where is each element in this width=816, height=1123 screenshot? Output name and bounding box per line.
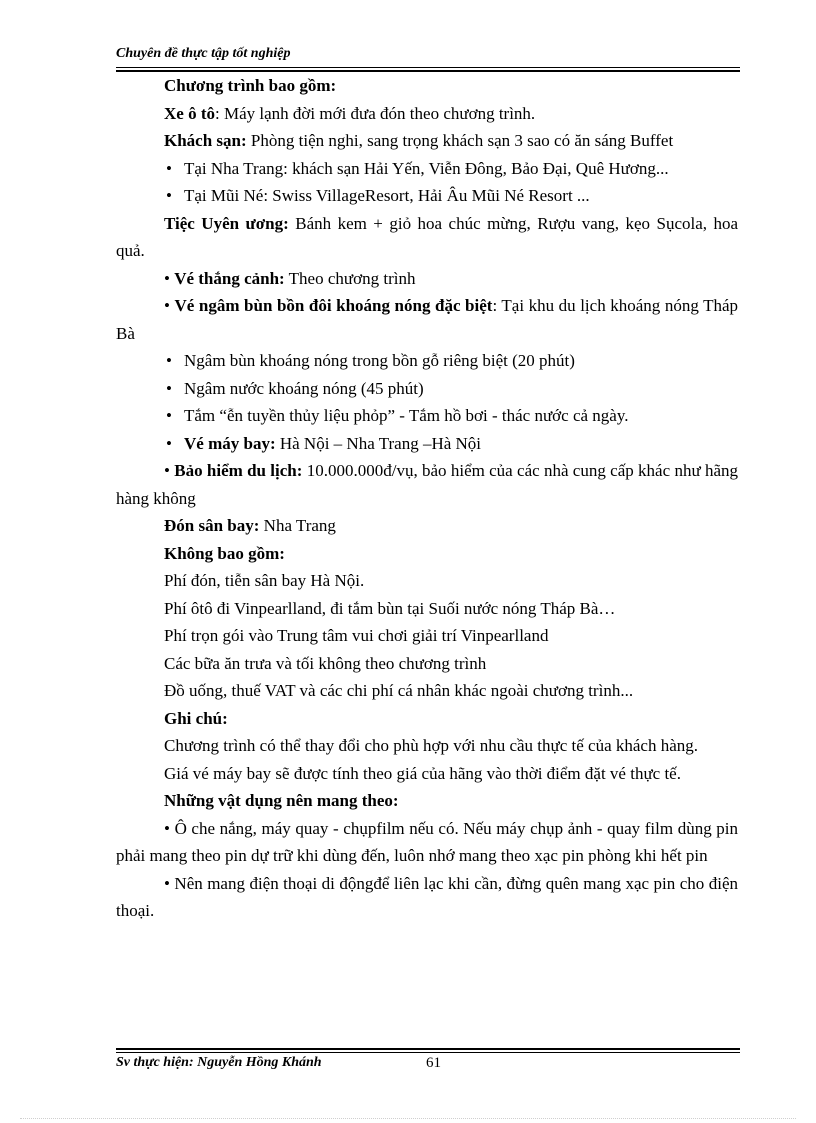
bullet-icon: • xyxy=(166,406,172,425)
note-paragraph: Chương trình có thể thay đổi cho phù hợp với nhu cầu thực tế của khách hàng. xyxy=(164,736,699,755)
ticket-paragraph xyxy=(116,265,738,293)
mud-label: Vé ngâm bùn bồn đôi khoáng nóng đặc biệt xyxy=(174,296,493,315)
party-text: Bánh kem + giỏ hoa chúc mừng, Rượu vang, kẹo Sụcola, hoa quả. xyxy=(116,213,739,260)
list-item: • Tắm “ễn tuyền thủy liệu phỏp” - Tắm hồ bơi - thác nước cả ngày. xyxy=(116,402,738,430)
header-rule-thin xyxy=(116,67,740,68)
bullet-icon: • xyxy=(164,873,170,893)
excluded-heading: Không bao gồm: xyxy=(164,543,285,563)
footer-rule-thick xyxy=(116,1048,740,1050)
list-item: • Ngâm nước khoáng nóng (45 phút) xyxy=(116,375,738,403)
mud-paragraph xyxy=(116,292,738,347)
insurance-text: 10.000.000đ/vụ, bảo hiểm của các nhà cung cấp khác như hãng hàng không xyxy=(116,461,739,508)
flight-text: Hà Nội – Nha Trang –Hà Nội xyxy=(275,433,482,453)
bullet-icon: • xyxy=(166,186,172,205)
bring-heading: Những vật dụng nên mang theo: xyxy=(164,791,399,810)
bring-paragraph: • Nên mang điện thoại di độngđể liên lạc khi cần, đừng quên mang xạc pin cho điện thoại. xyxy=(116,873,738,920)
list-item: • Tại Nha Trang: khách sạn Hải Yến, Viễn Đông, Bảo Đại, Quê Hương... xyxy=(116,155,738,183)
notes-heading: Ghi chú: xyxy=(164,708,228,728)
list-item: Phí đón, tiễn sân bay Hà Nội. xyxy=(164,571,365,590)
ticket-label: Vé thắng cảnh: xyxy=(174,268,285,288)
pickup-paragraph xyxy=(116,512,738,540)
pickup-text: Nha Trang xyxy=(259,516,336,535)
mud-text: : Tại khu du lịch khoáng nóng Tháp Bà xyxy=(116,296,739,343)
hotel-label: Khách sạn: xyxy=(164,131,247,150)
bring-paragraph: • Ô che nắng, máy quay - chụpfilm nếu có. Nếu máy chụp ảnh - quay film dùng pin phải mang theo pin dự trữ khi dùng đến, luôn nhớ mang theo xạc pin phòng khi hết pin xyxy=(116,818,739,865)
document-body xyxy=(116,72,738,925)
bullet-icon: • xyxy=(164,296,170,315)
bullet-icon: • xyxy=(164,818,170,838)
bullet-icon: • xyxy=(166,158,172,178)
pickup-label: Đón sân bay: xyxy=(164,516,260,535)
hotel-paragraph xyxy=(116,127,738,155)
included-heading: Chương trình bao gồm: xyxy=(164,76,337,95)
flight-label: Vé máy bay: xyxy=(184,433,276,453)
list-item: • Tại Mũi Né: Swiss VillageResort, Hải Âu Mũi Né Resort ... xyxy=(116,182,738,210)
hotel-text: Phòng tiện nghi, sang trọng khách sạn 3 sao có ăn sáng Buffet xyxy=(246,131,674,150)
list-item: Phí ôtô đi Vinpearlland, đi tắm bùn tại Suối nước nóng Tháp Bà… xyxy=(164,598,616,618)
party-label: Tiệc Uyên ương: xyxy=(164,213,289,233)
page-number: 61 xyxy=(426,1055,441,1071)
bullet-icon: • xyxy=(164,461,170,480)
page-edge-divider xyxy=(20,1118,796,1119)
car-label: Xe ô tô xyxy=(164,103,215,123)
list-item: Đồ uống, thuế VAT và các chi phí cá nhân khác ngoài chương trình... xyxy=(164,681,634,700)
flight-item xyxy=(116,430,738,458)
bullet-icon: • xyxy=(166,378,172,398)
bullet-icon: • xyxy=(166,351,172,370)
car-paragraph xyxy=(116,100,738,128)
list-item: • Ngâm bùn khoáng nóng trong bồn gỗ riêng biệt (20 phút) xyxy=(116,347,738,375)
list-item: Phí trọn gói vào Trung tâm vui chơi giải trí Vinpearlland xyxy=(164,626,549,645)
insurance-paragraph xyxy=(116,457,738,512)
ticket-text: Theo chương trình xyxy=(284,268,416,288)
note-paragraph: Giá vé máy bay sẽ được tính theo giá của hãng vào thời điểm đặt vé thực tế. xyxy=(164,763,681,783)
party-paragraph xyxy=(116,210,738,265)
list-item: Các bữa ăn trưa và tối không theo chương trình xyxy=(164,653,487,673)
insurance-label: Bảo hiểm du lịch: xyxy=(174,461,303,480)
page-header-title: Chuyên đề thực tập tốt nghiệp xyxy=(116,46,291,61)
footer-rule-thin xyxy=(116,1052,740,1053)
bullet-icon: • xyxy=(164,268,170,288)
bullet-icon: • xyxy=(166,433,172,453)
footer-author: Sv thực hiện: Nguyễn Hồng Khánh xyxy=(116,1055,322,1070)
car-text: : Máy lạnh đời mới đưa đón theo chương trình. xyxy=(214,103,536,123)
